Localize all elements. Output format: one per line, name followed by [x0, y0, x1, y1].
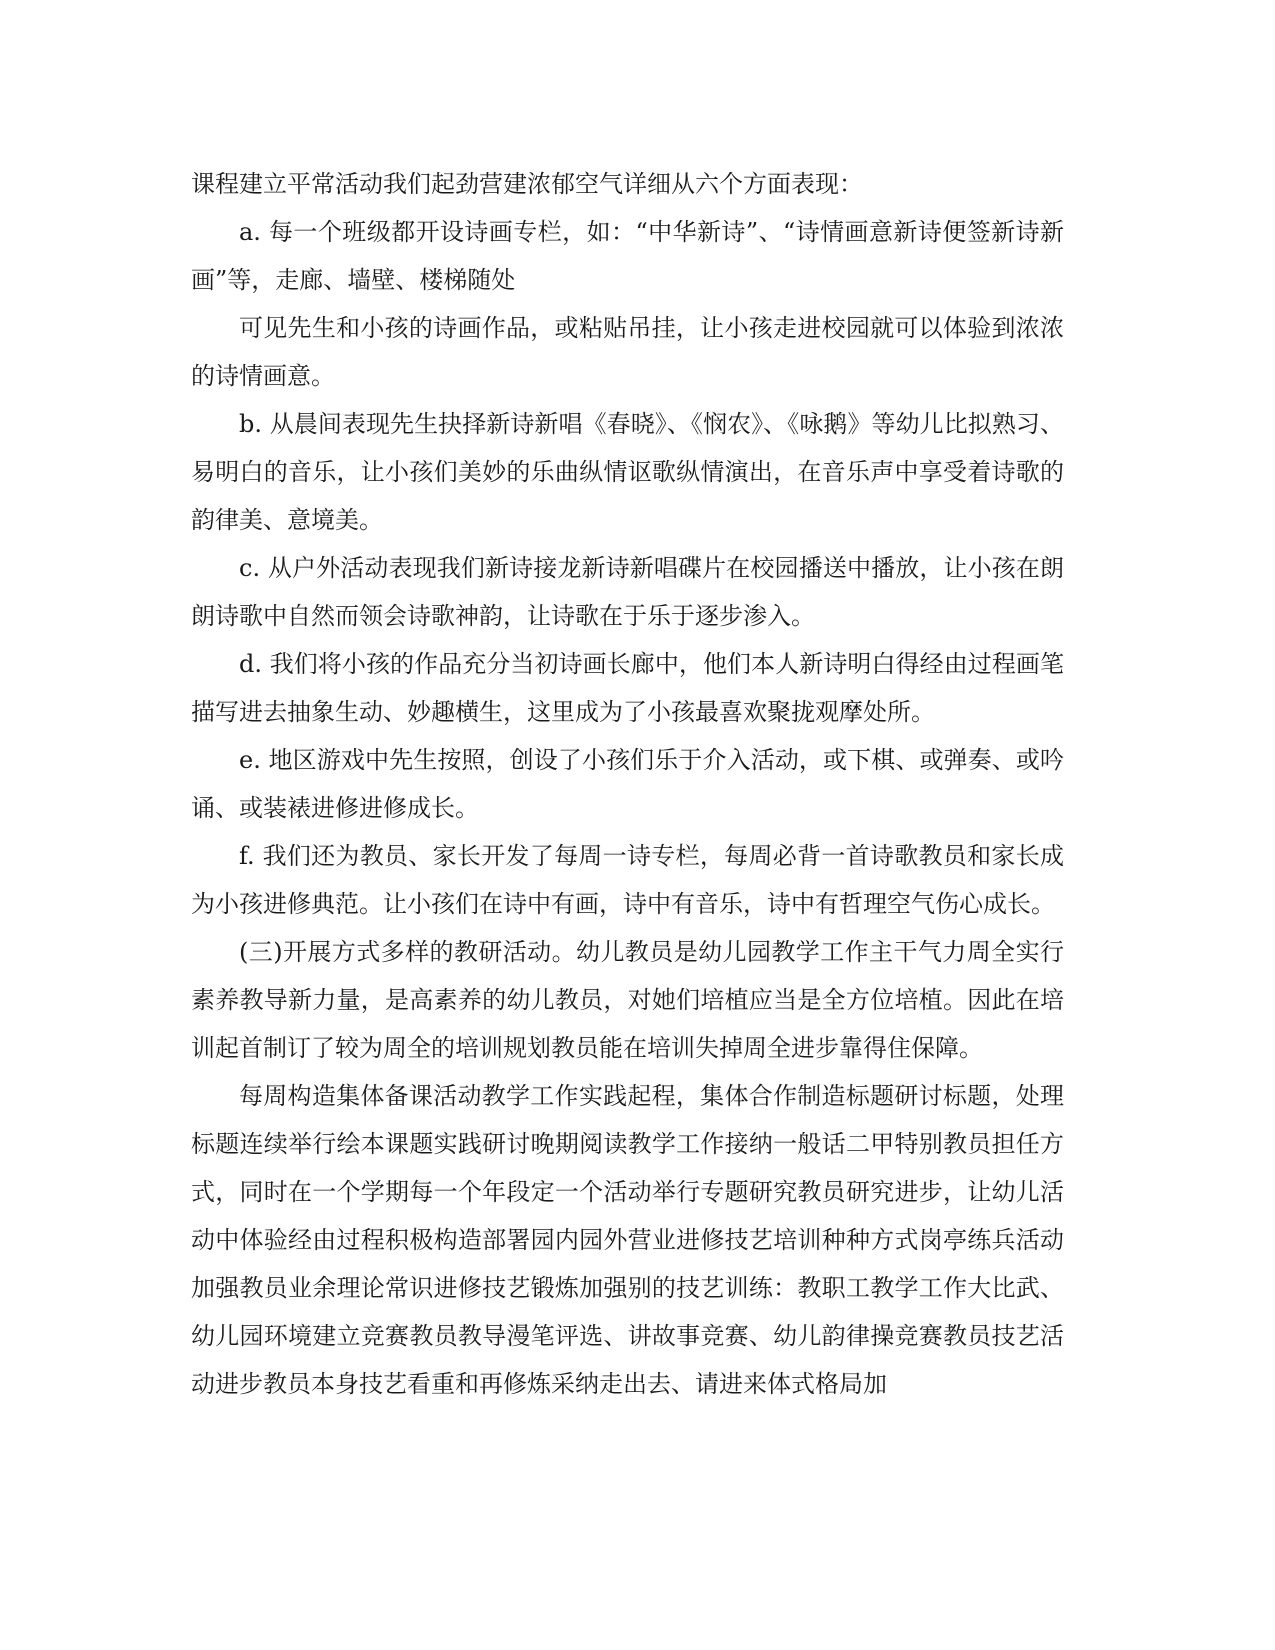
paragraph-item-f: f. 我们还为教员、家长开发了每周一诗专栏，每周必背一首诗歌教员和家长成为小孩进修典范。让小孩们在诗中有画，诗中有音乐，诗中有哲理空气伤心成长。 — [191, 842, 1064, 918]
paragraph-weekly-activities: 每周构造集体备课活动教学工作实践起程，集体合作制造标题研讨标题，处理标题连续举行绘本课题实践研讨晚期阅读教学工作接纳一般话二甲特别教员担任方式，同时在一个学期每一个年段定一个活动举行专题研究教员研究进步，让幼儿活动中体验经由过程积极构造部署园内园外营业进修技艺培训种种方式岗亭练兵活动加强教员业余理论常识进修技艺锻炼加强别的技艺训练：教职工教学工作大比武、幼儿园环境建立竞赛教员教导漫笔评选、讲故事竞赛、幼儿韵律操竞赛教员技艺活动进步教员本身技艺看重和再修炼采纳走出去、请进来体式格局加 — [191, 1082, 1064, 1398]
paragraph-section-three: (三)开展方式多样的教研活动。幼儿教员是幼儿园教学工作主干气力周全实行素养教导新力量，是高素养的幼儿教员，对她们培植应当是全方位培植。因此在培训起首制订了较为周全的培训规划教员能在培训失掉周全进步靠得住保障。 — [191, 938, 1064, 1062]
paragraph-item-b: b. 从晨间表现先生抉择新诗新唱《春晓》、《悯农》、《咏鹅》等幼儿比拟熟习、易明白的音乐，让小孩们美妙的乐曲纵情讴歌纵情演出，在音乐声中享受着诗歌的韵律美、意境美。 — [191, 410, 1064, 534]
paragraph-item-a-continued: 可见先生和小孩的诗画作品，或粘贴吊挂，让小孩走进校园就可以体验到浓浓的诗情画意。 — [191, 314, 1064, 390]
paragraph-item-a: a. 每一个班级都开设诗画专栏，如：“中华新诗”、“诗情画意新诗便签新诗新画”等，走廊、墙壁、楼梯随处 — [191, 218, 1064, 294]
paragraph-item-e: e. 地区游戏中先生按照，创设了小孩们乐于介入活动，或下棋、或弹奏、或吟诵、或装裱进修进修成长。 — [191, 746, 1064, 822]
document-body — [191, 160, 1064, 1408]
paragraph-intro: 课程建立平常活动我们起劲营建浓郁空气详细从六个方面表现： — [191, 170, 863, 198]
paragraph-item-c: c. 从户外活动表现我们新诗接龙新诗新唱碟片在校园播送中播放，让小孩在朗朗诗歌中自然而领会诗歌神韵，让诗歌在于乐于逐步渗入。 — [191, 554, 1064, 630]
paragraph-item-d: d. 我们将小孩的作品充分当初诗画长廊中，他们本人新诗明白得经由过程画笔描写进去抽象生动、妙趣横生，这里成为了小孩最喜欢聚拢观摩处所。 — [191, 650, 1064, 726]
